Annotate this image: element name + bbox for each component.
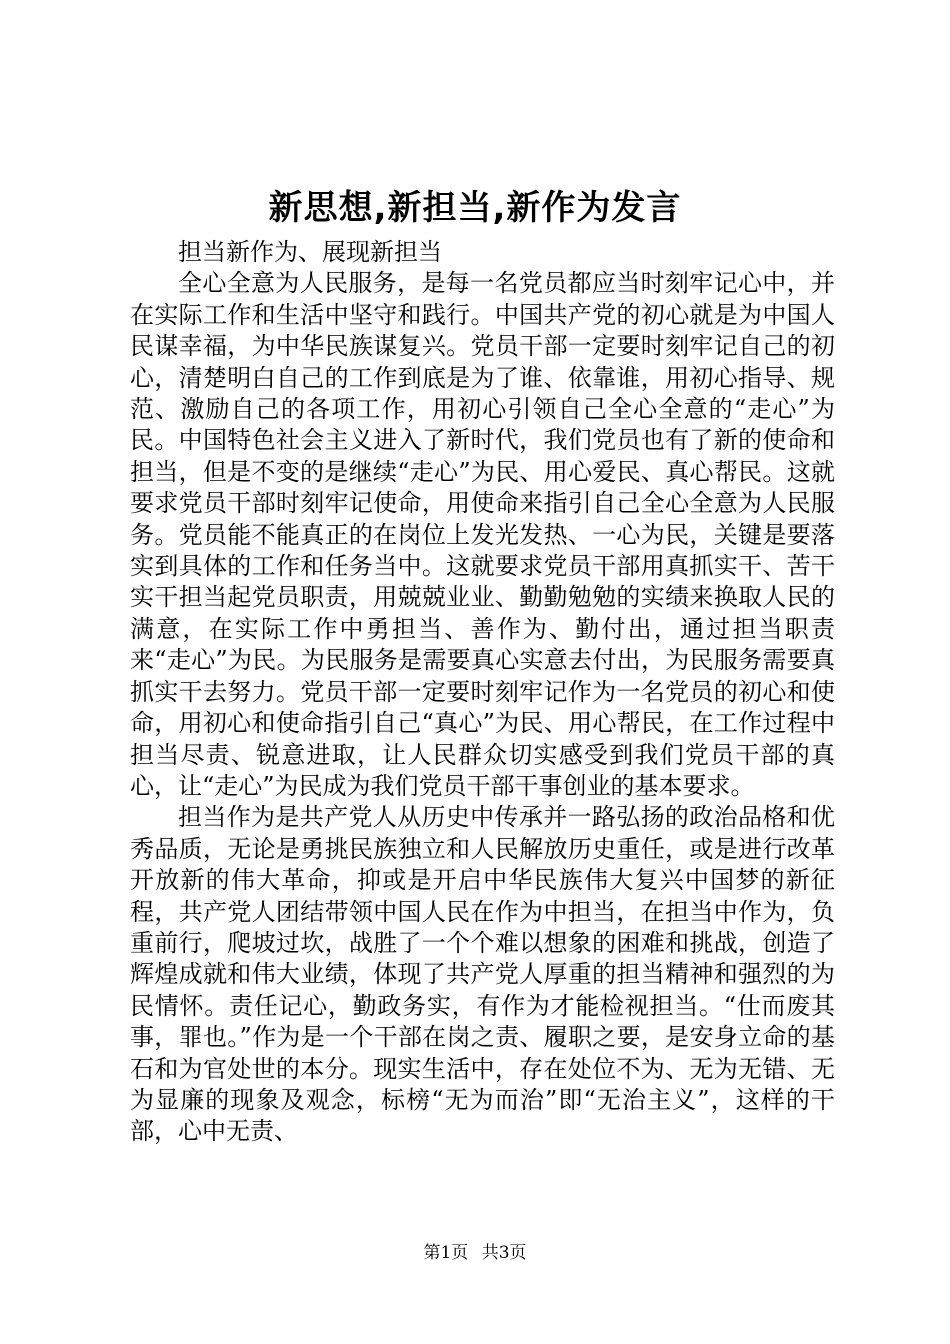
page-number: 第1页 bbox=[423, 1243, 469, 1263]
page-footer bbox=[0, 1242, 950, 1264]
document-title: 新思想,新担当,新作为发言 bbox=[268, 188, 682, 228]
paragraph-2: 担当作为是共产党人从历史中传承并一路弘扬的政治品格和优秀品质，无论是勇挑民族独立和人民解放历史重任，或是进行改革开放新的伟大革命，抑或是开启中华民族伟大复兴中国梦的新征程，共产党人团结带领中国人民在作为中担当，在担当中作为，负重前行，爬坡过坎，战胜了一个个难以想象的困难和挑战，创造了辉煌成就和伟大业绩，体现了共产党人厚重的担当精神和强烈的为民情怀。责任记心，勤政务实，有作为才能检视担当。“仕而废其事，罪也。”作为是一个干部在岗之责、履职之要，是安身立命的基石和为官处世的本分。现实生活中，存在处位不为、无为无错、无为显廉的现象及观念，标榜“无为而治”即“无治主义”，这样的干部，心中无责、 bbox=[130, 803, 835, 1146]
document-subtitle: 担当新作为、展现新担当 bbox=[178, 238, 442, 266]
page-total: 共3页 bbox=[481, 1243, 527, 1263]
paragraph-1: 全心全意为人民服务，是每一名党员都应当时刻牢记心中，并在实际工作和生活中坚守和践行。中国共产党的初心就是为中国人民谋幸福，为中华民族谋复兴。党员干部一定要时刻牢记自己的初心，清楚明白自己的工作到底是为了谁、依靠谁，用初心指导、规范、激励自己的各项工作，用初心引领自己全心全意的“走心”为民。中国特色社会主义进入了新时代，我们党员也有了新的使命和担当，但是不变的是继续“走心”为民、用心爱民、真心帮民。这就要求党员干部时刻牢记使命，用使命来指引自己全心全意为人民服务。党员能不能真正的在岗位上发光发热、一心为民，关键是要落实到具体的工作和任务当中。这就要求党员干部用真抓实干、苦干实干担当起党员职责，用兢兢业业、勤勤勉勉的实绩来换取人民的满意，在实际工作中勇担当、善作为、勤付出，通过担当职责来“走心”为民。为民服务是需要真心实意去付出，为民服务需要真抓实干去努力。党员干部一定要时刻牢记作为一名党员的初心和使命，用初心和使命指引自己“真心”为民、用心帮民，在工作过程中担当尽责、锐意进取，让人民群众切实感受到我们党员干部的真心，让“走心”为民成为我们党员干部干事创业的基本要求。 bbox=[130, 269, 835, 800]
document-body bbox=[130, 237, 835, 1148]
